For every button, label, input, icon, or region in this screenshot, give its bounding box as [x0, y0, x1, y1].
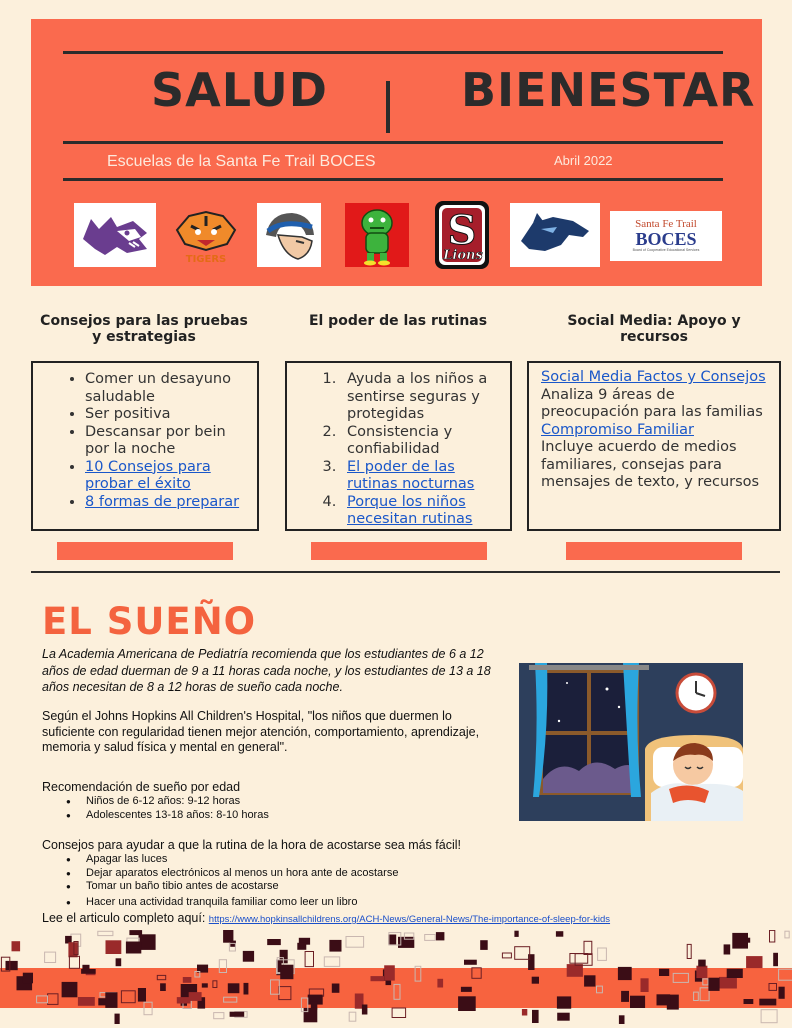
decorative-square	[329, 940, 341, 952]
decorative-square	[243, 951, 254, 962]
decorative-square	[324, 957, 339, 967]
decorative-square	[214, 1013, 224, 1019]
list-item: 2. Consistencia y confiabilidad	[341, 424, 502, 459]
decorative-square	[106, 940, 122, 954]
decorative-square	[528, 954, 534, 970]
decorative-square	[78, 997, 95, 1006]
wildcat-logo-icon	[74, 203, 156, 267]
list-item: ● Adolescentes 13-18 años: 8-10 horas	[66, 809, 269, 823]
accent-bar-2	[311, 542, 487, 560]
lions-logo-letter: S	[447, 207, 477, 254]
decorative-square	[522, 1009, 527, 1016]
decorative-square	[657, 994, 671, 1005]
list-item: • Ser positiva	[85, 406, 249, 424]
list-item: ● Hacer una actividad tranquila familiar como leer un libro	[66, 896, 398, 910]
boces-logo-main: BOCES	[635, 229, 697, 249]
section-divider	[31, 571, 780, 573]
list-item	[341, 459, 502, 494]
sleep-title: EL SUEÑO	[42, 600, 257, 643]
decorative-square	[115, 1014, 120, 1024]
decorative-square	[687, 944, 691, 958]
decorative-square	[759, 999, 776, 1006]
decorative-square	[761, 1010, 777, 1023]
header-banner	[31, 19, 762, 286]
sleep-tips-list	[66, 853, 398, 909]
decorative-square	[461, 987, 472, 992]
lions-logo-text: Lions	[443, 248, 483, 263]
decorative-square	[12, 941, 21, 951]
list-item	[85, 459, 249, 494]
decorative-square	[514, 931, 518, 937]
tigers-logo-icon	[168, 203, 244, 267]
decorative-square	[177, 997, 191, 1003]
read-more-line	[42, 911, 610, 925]
decorative-square	[6, 961, 18, 970]
sleep-tips-heading: Consejos para ayudar a que la rutina de la hora de acostarse sea más fácil!	[42, 838, 461, 852]
decorative-pattern	[0, 930, 792, 1024]
decorative-square	[425, 935, 436, 941]
routines-box	[285, 361, 512, 531]
decorative-square	[138, 988, 146, 1002]
decorative-square	[69, 956, 79, 968]
header-rule-middle	[63, 141, 723, 144]
decorative-square	[618, 967, 632, 980]
list-item: ● Tomar un baño tibio antes de acostarse	[66, 880, 398, 894]
decorative-square	[719, 977, 737, 989]
decorative-square	[384, 965, 395, 980]
decorative-square	[349, 1012, 356, 1021]
decorative-square	[532, 977, 539, 984]
decorative-square	[502, 953, 511, 958]
decorative-square	[305, 952, 313, 967]
decorative-square	[437, 979, 443, 988]
list-item	[85, 494, 249, 512]
decorative-square	[230, 1012, 245, 1017]
column-title-social-media: Social Media: Apoyo y recursos	[567, 313, 741, 345]
social-media-desc-2: Incluye acuerdo de medios familiares, consejas para mensajes de texto, y recursos	[541, 439, 760, 490]
decorative-square	[228, 983, 240, 993]
decorative-square	[62, 982, 78, 997]
panther-logo-icon	[510, 203, 600, 267]
decorative-square	[98, 931, 113, 935]
decorative-square	[244, 983, 249, 995]
decorative-square	[160, 983, 166, 991]
decorative-square	[515, 947, 530, 960]
decorative-square	[81, 969, 96, 974]
header-rule-top	[63, 51, 723, 54]
link-10-consejos[interactable]: 10 Consejos para probar el éxito	[85, 458, 211, 492]
lions-logo-icon	[433, 203, 491, 267]
link-8-formas[interactable]: 8 formas de preparar	[85, 493, 240, 510]
list-item: 1. Ayuda a los niños a sentirse seguras y protegidas	[341, 371, 502, 424]
list-item: ● Niños de 6-12 años: 9-12 horas	[66, 795, 269, 809]
list-item: ● Apagar las luces	[66, 853, 398, 867]
decorative-square	[532, 1010, 539, 1023]
decorative-square	[371, 976, 385, 981]
decorative-square	[598, 948, 607, 960]
decorative-square	[584, 941, 592, 954]
decorative-square	[362, 1005, 368, 1015]
read-more-label: Lee el articulo completo aquí:	[42, 911, 206, 925]
link-rutinas-nocturnas[interactable]: El poder de las rutinas nocturnas	[347, 458, 475, 492]
decorative-square	[129, 930, 142, 935]
tigers-logo-text: TIGERS	[185, 254, 227, 265]
decorative-square	[280, 965, 293, 980]
decorative-square	[779, 987, 785, 999]
decorative-square	[45, 952, 56, 962]
header-date: Abril 2022	[554, 153, 613, 168]
decorative-square	[23, 973, 33, 984]
decorative-square	[458, 996, 476, 1011]
link-social-media-factos[interactable]: Social Media Factos y Consejos	[541, 369, 766, 385]
decorative-square	[297, 943, 306, 950]
decorative-square	[770, 930, 775, 942]
decorative-square	[744, 999, 754, 1004]
decorative-square	[641, 978, 649, 992]
boces-logo-icon	[610, 211, 722, 261]
decorative-square	[189, 992, 202, 1001]
boces-logo-bottom: Board of Cooperative Educational Services	[632, 248, 700, 252]
decorative-square	[267, 939, 281, 945]
list-item: • Descansar por bein por la noche	[85, 424, 249, 459]
header-subtitle: Escuelas de la Santa Fe Trail BOCES	[107, 153, 376, 170]
decorative-square	[659, 969, 669, 976]
decorative-square	[392, 1008, 406, 1018]
spartan-logo-icon	[257, 203, 321, 267]
decorative-square	[304, 1008, 318, 1022]
decorative-square	[746, 956, 762, 968]
decorative-square	[116, 958, 122, 966]
decorative-squares	[0, 930, 792, 1024]
decorative-square	[556, 931, 563, 937]
accent-bar-3	[566, 542, 742, 560]
decorative-square	[105, 992, 117, 1008]
decorative-square	[698, 960, 706, 967]
decorative-square	[773, 953, 778, 966]
sleep-rec-list	[66, 795, 269, 822]
decorative-square	[732, 933, 748, 949]
decorative-square	[68, 942, 77, 957]
read-more-link[interactable]: https://www.hopkinsallchildrens.org/ACH-News/General-News/The-importance-of-sleep-for-kids	[208, 914, 611, 925]
header-title-salud: SALUD	[151, 63, 328, 117]
boces-logo-top: Santa Fe Trail	[635, 218, 697, 230]
link-compromiso-familiar[interactable]: Compromiso Familiar	[541, 421, 694, 438]
decorative-square	[480, 940, 488, 950]
decorative-square	[202, 983, 208, 987]
decorative-square	[464, 960, 477, 965]
decorative-square	[619, 1015, 625, 1024]
decorative-square	[126, 942, 141, 954]
decorative-square	[785, 931, 789, 938]
decorative-square	[332, 984, 340, 993]
sleeping-child-illustration-icon	[519, 663, 743, 821]
social-media-desc-1: Analiza 9 áreas de preocupación para las familias	[541, 386, 763, 420]
decorative-square	[696, 966, 707, 978]
sleep-intro: La Academia Americana de Pediatría recomienda que los estudiantes de 6 a 12 años de edad duerman de 9 a 11 horas cada noche, y los estudiantes de 13 a 18 años necesitan de 8 a 12 horas de sueño cada noche.	[42, 647, 491, 694]
decorative-square	[183, 977, 192, 983]
header-rule-bottom	[63, 178, 723, 181]
decorative-square	[436, 932, 445, 940]
decorative-square	[727, 969, 743, 978]
social-media-box	[527, 361, 781, 531]
decorative-square	[557, 1013, 570, 1021]
decorative-square	[388, 935, 396, 945]
header-separator	[386, 81, 390, 133]
routines-list	[341, 371, 502, 529]
list-item: ● Dejar aparatos electrónicos al menos un hora ante de acostarse	[66, 867, 398, 881]
decorative-square	[557, 996, 571, 1008]
social-media-content	[541, 369, 771, 492]
list-item	[341, 494, 502, 529]
header-title-bienestar: BIENESTAR	[461, 63, 756, 117]
decorative-square	[346, 937, 364, 948]
decorative-square	[621, 991, 629, 1002]
sleep-quote: Según el Johns Hopkins All Children's Hospital, "los niños que duermen lo suficiente con regularidad tienen mejor atención, comportamiento, aprendizaje, memoria y salud física y mental en general".	[42, 709, 480, 754]
column-title-routines: El poder de las rutinas	[308, 313, 488, 329]
decorative-square	[567, 964, 583, 977]
tests-tips-box	[31, 361, 259, 531]
link-porque-rutinas[interactable]: Porque los niños necesitan rutinas	[347, 493, 473, 527]
accent-bar-1	[57, 542, 233, 560]
list-item: • Comer un desayuno saludable	[85, 371, 249, 406]
tests-tips-list	[85, 371, 249, 511]
bulldog-logo-icon	[345, 203, 409, 267]
column-title-tests: Consejos para las pruebas y estrategias	[40, 313, 248, 345]
decorative-square	[630, 996, 645, 1008]
decorative-square	[724, 944, 731, 954]
sleep-rec-heading: Recomendación de sueño por edad	[42, 780, 241, 794]
decorative-square	[708, 978, 719, 991]
decorative-square	[584, 975, 595, 986]
